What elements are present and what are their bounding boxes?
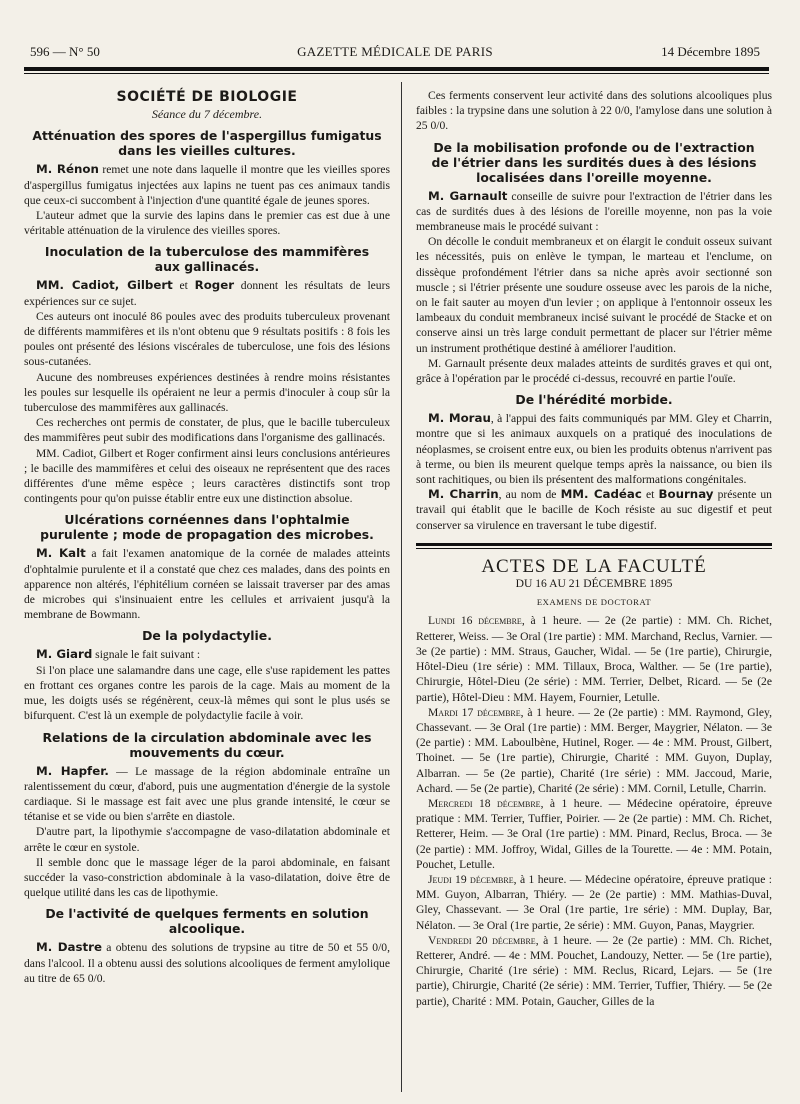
text-run: et <box>641 488 659 502</box>
actes-title: ACTES DE LA FACULTÉ <box>481 555 707 577</box>
article-title: Ulcérations cornéennes dans l'ophtalmie purulente ; mode de propagation des microbes. <box>40 512 374 543</box>
paragraph-text: Il semble donc que le massage léger de la paroi abdominale, en faisant succéder la vaso-constriction abdominale à la vaso-dilatation, doive être de quelque utilité dans les cas de lipothymie. <box>24 855 390 900</box>
paragraph-text: présente un travail qui établit que le bacille de Koch résiste au suc digestif et peut conserver sa virulence en traversant le tube digestif. <box>416 488 772 532</box>
header-rule-thin <box>24 73 769 74</box>
article-paragraph <box>24 647 390 662</box>
session-date: Séance du 7 décembre. <box>151 107 263 122</box>
journal-title: GAZETTE MÉDICALE DE PARIS <box>297 44 493 59</box>
author-name: M. Garnault <box>428 188 508 203</box>
paragraph-text: M. Garnault présente deux malades atteints de surdités graves et qui ont, grâce à l'opération par le procédé ci-dessus, recouvré en partie l'ouïe. <box>416 356 772 386</box>
paragraph-text: — Le massage de la région abdominale entraîne un ralentissement du cœur, d'abord, puis une augmentation d'énergie de la systole cardiaque. Si le massage est fait avec une plus grande intensité, le cœur se tétanise et se vide ou bien s'arrête en diastole. <box>24 764 390 824</box>
article-paragraph <box>24 446 390 507</box>
article-paragraph <box>24 309 390 370</box>
column-divider <box>401 82 402 1092</box>
paragraph-text: Ces auteurs ont inoculé 86 poules avec des produits tuberculeux provenant de différents mammifères et ils n'ont obtenu que 9 résultats positifs : 8 fois les poules ont présenté des lésions viscérales de tuberculose, une fois des lésions sous-cutanées. <box>24 309 390 369</box>
exam-day: Vendredi 20 décembre <box>428 933 536 947</box>
article-paragraph <box>24 663 390 724</box>
paragraph-text: a fait l'examen anatomique de la cornée de malades atteints d'ophtalmie purulente et il a constaté que chez ces malades, dans des points en apparence non altérés, l'éphitélium cornéen se laissait traverser par des amas de microbes qui s'insinuaient entre les cellules et arrivaient jusqu'à la membrane de Bowmann. <box>24 547 390 622</box>
article-paragraph <box>416 356 772 386</box>
paragraph-text: Ces recherches ont permis de constater, de plus, que le bacille tuberculeux des mammifères peut subir des modifications dans l'organisme des gallinacés. <box>24 416 390 445</box>
paragraph-text: MM. Cadiot, Gilbert et Roger confirment ainsi leurs conclusions antérieures ; le bacille des mammifères et celui des oiseaux ne représentent que des races différentes d'une même espèce ; leurs caractères distinctifs sont trop contingents pour qu'on puisse établir entre eux une distinction absolue. <box>24 446 390 506</box>
section-rule <box>416 543 772 546</box>
paragraph-text: Aucune des nombreuses expériences destinées à rendre moins résistantes les poules sur lesquelle ils opéraient ne leur a permis d'inoculer à coup sûr la tuberculose des mammifères aux gallinacés. <box>24 370 390 415</box>
exam-day: Mardi 17 décembre <box>428 705 521 719</box>
article-paragraph <box>416 487 772 533</box>
article-title: De la polydactylie. <box>142 628 272 644</box>
article-paragraph <box>416 234 772 356</box>
author-name: Bournay <box>658 487 714 502</box>
paragraph-text: conseille de suivre pour l'extraction de l'étrier dans les cas de surdités dues à des lésions de l'oreille moyenne, non pas la voie membraneuse mais le procédé suivant : <box>416 189 772 234</box>
paragraph-text: On décolle le conduit membraneux et on élargit le conduit osseux suivant les nécessités, puis on enlève le tympan, le marteau et l'enclume, on dissèque profondément l'étrier dans sa niche après avoir sectionné son muscle ; si l'étrier présente une soudure osseuse avec les parois de la niche, on le fait sauter au moyen d'un levier ; on applique à l'entonnoir osseux les lambeaux du conduit membraneux incisé suivant le procédé de Stacke et on conserve ainsi un très large conduit permettant de placer sur l'étrier même un instrument prothétique destiné à améliorer l'audition. <box>416 235 772 355</box>
article-paragraph <box>24 940 390 986</box>
article-paragraph <box>416 189 772 235</box>
right-column <box>416 88 772 1009</box>
exam-schedule <box>416 613 772 1008</box>
exam-details: , à 1 heure. — 2e (2e partie) : MM. Raymond, Gley, Chassevant. — 3e Oral (1re partie) : MM. Berger, Maygrier, Nélaton. — 3e (2e partie) : MM. Laboulbène, Hutinel, Roger. — 4e : MM. Proust, Gilbert, Thoinet. — 5e (1re partie), Chirurgie, Charité : MM. Guyon, Duplay, Albarran. — 5e (2e partie), Charité (1re série) : MM. Jaccoud, Marie, Achard. — 5e (2e partie), Charité (2e série) : MM. Cornil, Letulle, Charrin. <box>416 705 772 795</box>
author-name: M. Dastre <box>36 940 102 955</box>
article-paragraph <box>416 411 772 487</box>
exam-day-entry <box>416 933 772 1009</box>
author-name: M. Hapfer. <box>36 763 109 778</box>
paragraph-text: L'auteur admet que la survie des lapins dans le premier cas est due à une véritable atténuation de la virulence des vieilles spores. <box>24 209 390 238</box>
exams-heading: EXAMENS DE DOCTORAT <box>536 597 652 608</box>
right-articles <box>416 140 772 533</box>
author-name: M. Kalt <box>36 546 86 561</box>
exam-details: , à 1 heure. — 2e (2e partie) : MM. Ch. Richet, Retterer, André. — 4e : MM. Pouchet, Landouzy, Netter. — 5e (1re partie), Chirurgie, Charité (1re série) : MM. Reclus, Ricard, Lejars. — 5e (1re partie), Chirurgie, Charité (2e série) : MM. Terrier, Tuffier, Thiéry. — 5e (2e partie), Charité : MM. Potain, Gaucher, Gilles de la <box>416 933 772 1008</box>
article-paragraph <box>24 764 390 825</box>
article-paragraph <box>24 824 390 854</box>
author-name: M. Giard <box>36 647 93 662</box>
left-column <box>24 88 390 986</box>
exam-day: Lundi 16 décembre <box>428 614 522 628</box>
issue-date: 14 Décembre 1895 <box>661 44 760 59</box>
actes-dates: DU 16 AU 21 DÉCEMBRE 1895 <box>515 577 673 591</box>
article-paragraph <box>24 370 390 416</box>
author-name: MM. Cadéac <box>560 487 642 502</box>
society-heading: SOCIÉTÉ DE BIOLOGIE <box>116 89 298 105</box>
text-run: et <box>172 279 195 293</box>
paragraph-text: donnent les résultats de leurs expériences sur ce sujet. <box>24 279 390 308</box>
paragraph-text: , à l'appui des faits communiqués par MM. Gley et Charrin, montre que si les animaux auxquels on a pratiqué des inoculations de néoplasmes, se croisent entre eux, ou bien les produits obtenus n'arrivent pas à terme, ou bien ils meurent quelque temps après la naissance, ou bien ils sont rachitiques, ou bien ils présentent des malformations congénitales. <box>416 412 772 487</box>
exam-details: , à 1 heure. — Médecine opératoire, épreuve pratique : MM. Terrier, Tuffier, Poirier. — 2e (2e partie) : MM. Ch. Richet, Retterer, Heim. — 3e Oral (1re partie) : MM. Pinard, Reclus, Broca. — 3e (2e partie) : MM. Joffroy, Widal, Gilles de la Tourette. — 4e : MM. Potain, Pouchet, Letulle. <box>416 796 772 871</box>
article-paragraph <box>24 278 390 308</box>
article-paragraph <box>24 162 390 208</box>
author-name: M. Charrin <box>428 487 499 502</box>
article-title: De l'hérédité morbide. <box>515 392 673 408</box>
author-name: MM. Cadiot, Gilbert <box>36 278 173 293</box>
exam-details: , à 1 heure. — 2e (2e partie) : MM. Ch. Richet, Retterer, Weiss. — 3e Oral (1re partie) : MM. Marchand, Reclus, Varnier. — 3e (2e partie) : MM. Straus, Gaucher, Widal. — 5e (1re partie), Chirurgie, Hôtel-Dieu (1re série) : MM. Tillaux, Broca, Walther. — 5e (1re partie), Chirurgie, Hôtel-Dieu (2e série) : MM. Terrier, Delbet, Ricard. — 5e (2e partie), Hôtel-Dieu : MM. Hayem, Fournier, Letulle. <box>416 614 772 704</box>
paragraph-text: remet une note dans laquelle il montre que les vieilles spores d'aspergillus fumigatus injectées aux lapins ne tuent pas ces animaux tandis que ceux-ci succombent à l'injection d'une quantité égale de jeunes spores. <box>24 163 390 207</box>
left-articles <box>24 128 390 986</box>
continued-paragraph: Ces ferments conservent leur activité dans des solutions alcooliques plus faibles : la trypsine dans une solution à 22 0/0, l'amylose dans une solution à 25 0/0. <box>416 89 772 133</box>
exam-day-entry <box>416 613 772 704</box>
exam-day: Jeudi 19 décembre <box>428 872 514 886</box>
author-name: M. Rénon <box>36 162 99 177</box>
article-paragraph <box>24 546 390 622</box>
author-name: Roger <box>194 278 235 293</box>
article-title: De l'activité de quelques ferments en solution alcoolique. <box>45 906 369 937</box>
article-title: Relations de la circulation abdominale avec les mouvements du cœur. <box>42 729 372 760</box>
exam-day: Mercredi 18 décembre <box>428 796 541 810</box>
article-paragraph <box>24 855 390 901</box>
article-title: Inoculation de la tuberculose des mammifères aux gallinacés. <box>44 244 370 275</box>
section-rule-thin <box>416 548 772 549</box>
exam-day-entry <box>416 872 772 933</box>
page-number: 596 — N° 50 <box>30 44 100 59</box>
exam-day-entry <box>416 796 772 872</box>
paragraph-text: D'autre part, la lipothymie s'accompagne de vaso-dilatation abdominale et arrête le cœur en systole. <box>24 825 390 854</box>
exam-day-entry <box>416 705 772 796</box>
article-title: Atténuation des spores de l'aspergillus fumigatus dans les vieilles cultures. <box>32 128 382 159</box>
exam-details: , à 1 heure. — Médecine opératoire, épreuve pratique : MM. Guyon, Albarran, Thiéry. — 2e (2e partie) : MM. Mathias-Duval, Gley, Chassevant. — 3e Oral (1re partie, 1re série) : MM. Duplay, Bar, Nélaton. — 3e Oral (1re partie, 2e série) : MM. Guyon, Panas, Maygrier. <box>416 872 772 932</box>
running-header <box>30 44 760 62</box>
text-run: , au nom de <box>498 488 561 502</box>
article-paragraph <box>24 208 390 238</box>
header-rule <box>24 67 769 71</box>
paragraph-text: a obtenu des solutions de trypsine au titre de 50 et 55 0/0, dans l'alcool. Il a obtenu aussi des solutions alcooliques de ferment amylolique au titre de 65 0/0. <box>24 941 391 985</box>
author-name: M. Morau <box>428 411 491 426</box>
article-title: De la mobilisation profonde ou de l'extraction de l'étrier dans les surdités dues à des lésions localisées dans l'oreille moyenne. <box>431 139 757 185</box>
paragraph-text: signale le fait suivant : <box>92 648 201 662</box>
article-paragraph <box>24 415 390 445</box>
paragraph-text: Si l'on place une salamandre dans une cage, elle s'use rapidement les pattes en frottant ces organes contre les parois de la cage. Mais au moment de la mue, les doigts usés se régénèrent, ceux-là mêmes qui sont le plus usés se bifurquent. C'est là un exemple de polydactylie facile à voir. <box>24 663 390 723</box>
